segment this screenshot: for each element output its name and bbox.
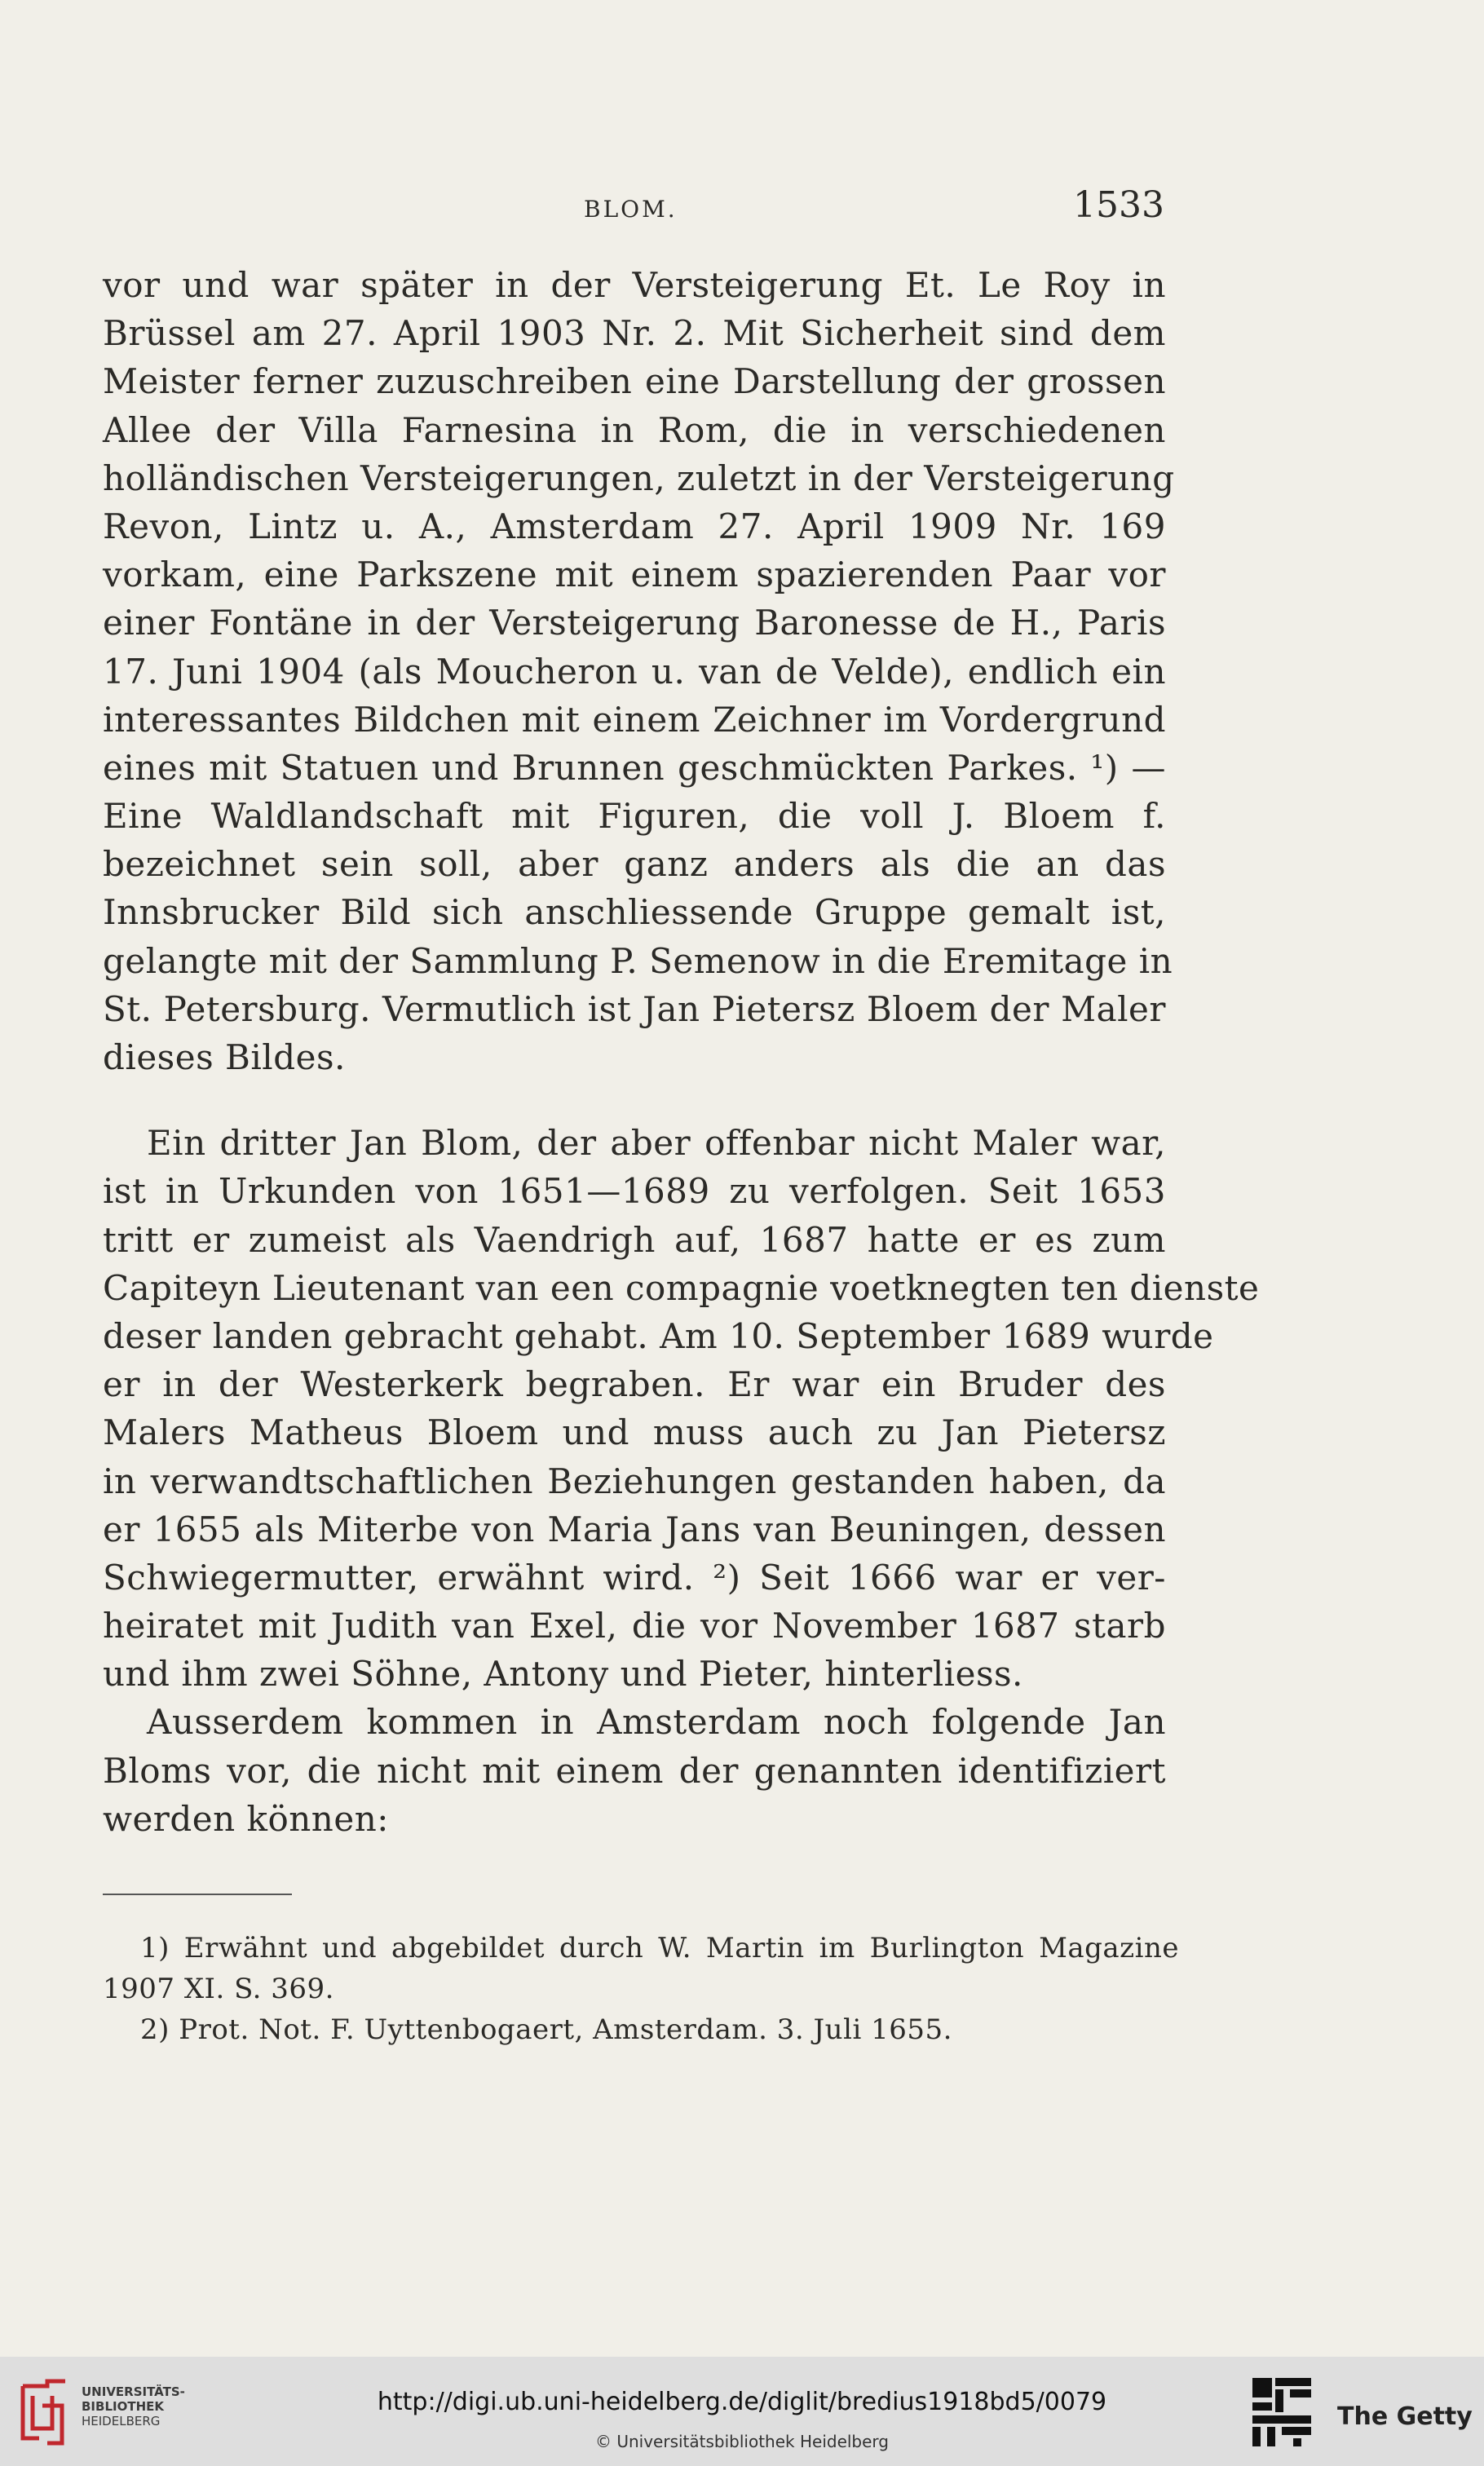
page-number: 1533 bbox=[1073, 184, 1164, 226]
footnote-1: 1) Erwähnt und abgebildet durch W. Martin im Burlington Magazine bbox=[140, 1932, 1179, 1964]
paragraph-2 bbox=[103, 1119, 1260, 1698]
paragraph-3 bbox=[103, 1698, 1166, 1843]
text-line: Eine Waldlandschaft mit Figuren, die voll J. Bloem f. bbox=[103, 796, 1166, 837]
text-line: Bloms vor, die nicht mit einem der genannten identifiziert bbox=[103, 1750, 1166, 1791]
text-line: ist in Urkunden von 1651—1689 zu verfolgen. Seit 1653 bbox=[103, 1171, 1166, 1212]
text-line: Ein dritter Jan Blom, der aber offenbar nicht Maler war, bbox=[147, 1123, 1166, 1164]
text-line: Brüssel am 27. April 1903 Nr. 2. Mit Sicherheit sind dem bbox=[103, 313, 1166, 354]
text-line: Meister ferner zuzuschreiben eine Darstellung der grossen bbox=[103, 361, 1166, 402]
text-line: in verwandtschaftlichen Beziehungen gestanden haben, da bbox=[103, 1461, 1166, 1501]
library-name-line: HEIDELBERG bbox=[82, 2414, 161, 2428]
running-head-title: BLOM. bbox=[584, 196, 678, 223]
text-line: einer Fontäne in der Versteigerung Baronesse de H., Paris bbox=[103, 603, 1166, 643]
text-line: bezeichnet sein soll, aber ganz anders als die an das bbox=[103, 844, 1166, 885]
text-line: holländischen Versteigerungen, zuletzt in der Versteigerung bbox=[103, 457, 1175, 498]
text-line: vorkam, eine Parkszene mit einem spazierenden Paar vor bbox=[103, 555, 1166, 595]
getty-name: The Getty bbox=[1337, 2402, 1473, 2431]
copyright-notice: © Universitätsbibliothek Heidelberg bbox=[594, 2432, 889, 2451]
text-line: Malers Matheus Bloem und muss auch zu Jan Pietersz bbox=[103, 1412, 1166, 1453]
text-line: tritt er zumeist als Vaendrigh auf, 1687 hatte er es zum bbox=[103, 1219, 1166, 1260]
footnotes bbox=[103, 1894, 1179, 2050]
paragraph-1 bbox=[103, 261, 1175, 1081]
text-line: vor und war später in der Versteigerung Et. Le Roy in bbox=[103, 265, 1166, 305]
text-line: und ihm zwei Söhne, Antony und Pieter, hinterliess. bbox=[103, 1654, 1023, 1695]
text-line: er 1655 als Miterbe von Maria Jans van Beuningen, dessen bbox=[103, 1509, 1166, 1549]
text-line: er in der Westerkerk begraben. Er war ein Bruder des bbox=[103, 1364, 1166, 1405]
text-line: Ausserdem kommen in Amsterdam noch folgende Jan bbox=[147, 1702, 1166, 1743]
text-line: heiratet mit Judith van Exel, die vor November 1687 starb bbox=[103, 1606, 1166, 1646]
text-line: Innsbrucker Bild sich anschliessende Gruppe gemalt ist, bbox=[103, 892, 1166, 933]
body-text bbox=[103, 261, 1260, 1843]
text-line: Schwiegermutter, erwähnt wird. ²) Seit 1666 war er ver- bbox=[103, 1557, 1166, 1598]
footnote-2: 2) Prot. Not. F. Uyttenbogaert, Amsterdam. 3. Juli 1655. bbox=[140, 2013, 952, 2046]
text-line: gelangte mit der Sammlung P. Semenow in die Eremitage in bbox=[103, 940, 1173, 981]
text-line: Revon, Lintz u. A., Amsterdam 27. April 1909 Nr. 169 bbox=[103, 506, 1166, 546]
text-line: eines mit Statuen und Brunnen geschmückten Parkes. ¹) — bbox=[103, 747, 1166, 788]
text-line: interessantes Bildchen mit einem Zeichner im Vordergrund bbox=[103, 699, 1166, 740]
text-line: St. Petersburg. Vermutlich ist Jan Pietersz Bloem der Maler bbox=[103, 988, 1166, 1029]
footnote-rule bbox=[103, 1894, 292, 1895]
text-line: dieses Bildes. bbox=[103, 1037, 346, 1077]
text-line: werden können: bbox=[103, 1798, 389, 1839]
text-line: 17. Juni 1904 (als Moucheron u. van de Velde), endlich ein bbox=[103, 651, 1166, 692]
running-head bbox=[0, 181, 1484, 230]
paragraph-gap bbox=[103, 1081, 1166, 1119]
footnote-1-continued: 1907 XI. S. 369. bbox=[103, 1973, 334, 2005]
library-name-line: BIBLIOTHEK bbox=[82, 2399, 164, 2414]
text-line: Allee der Villa Farnesina in Rom, die in verschiedenen bbox=[103, 409, 1166, 450]
library-name-line: UNIVERSITÄTS- bbox=[82, 2384, 185, 2399]
text-line: deser landen gebracht gehabt. Am 10. September 1689 wurde bbox=[103, 1315, 1214, 1356]
viewer-footer bbox=[0, 2357, 1484, 2466]
permalink-url[interactable]: http://digi.ub.uni-heidelberg.de/diglit/bredius1918bd5/0079 bbox=[377, 2388, 1107, 2416]
getty-logo-icon[interactable] bbox=[1248, 2375, 1316, 2450]
text-line: Capiteyn Lieutenant van een compagnie voetknegten ten dienste bbox=[103, 1267, 1260, 1308]
